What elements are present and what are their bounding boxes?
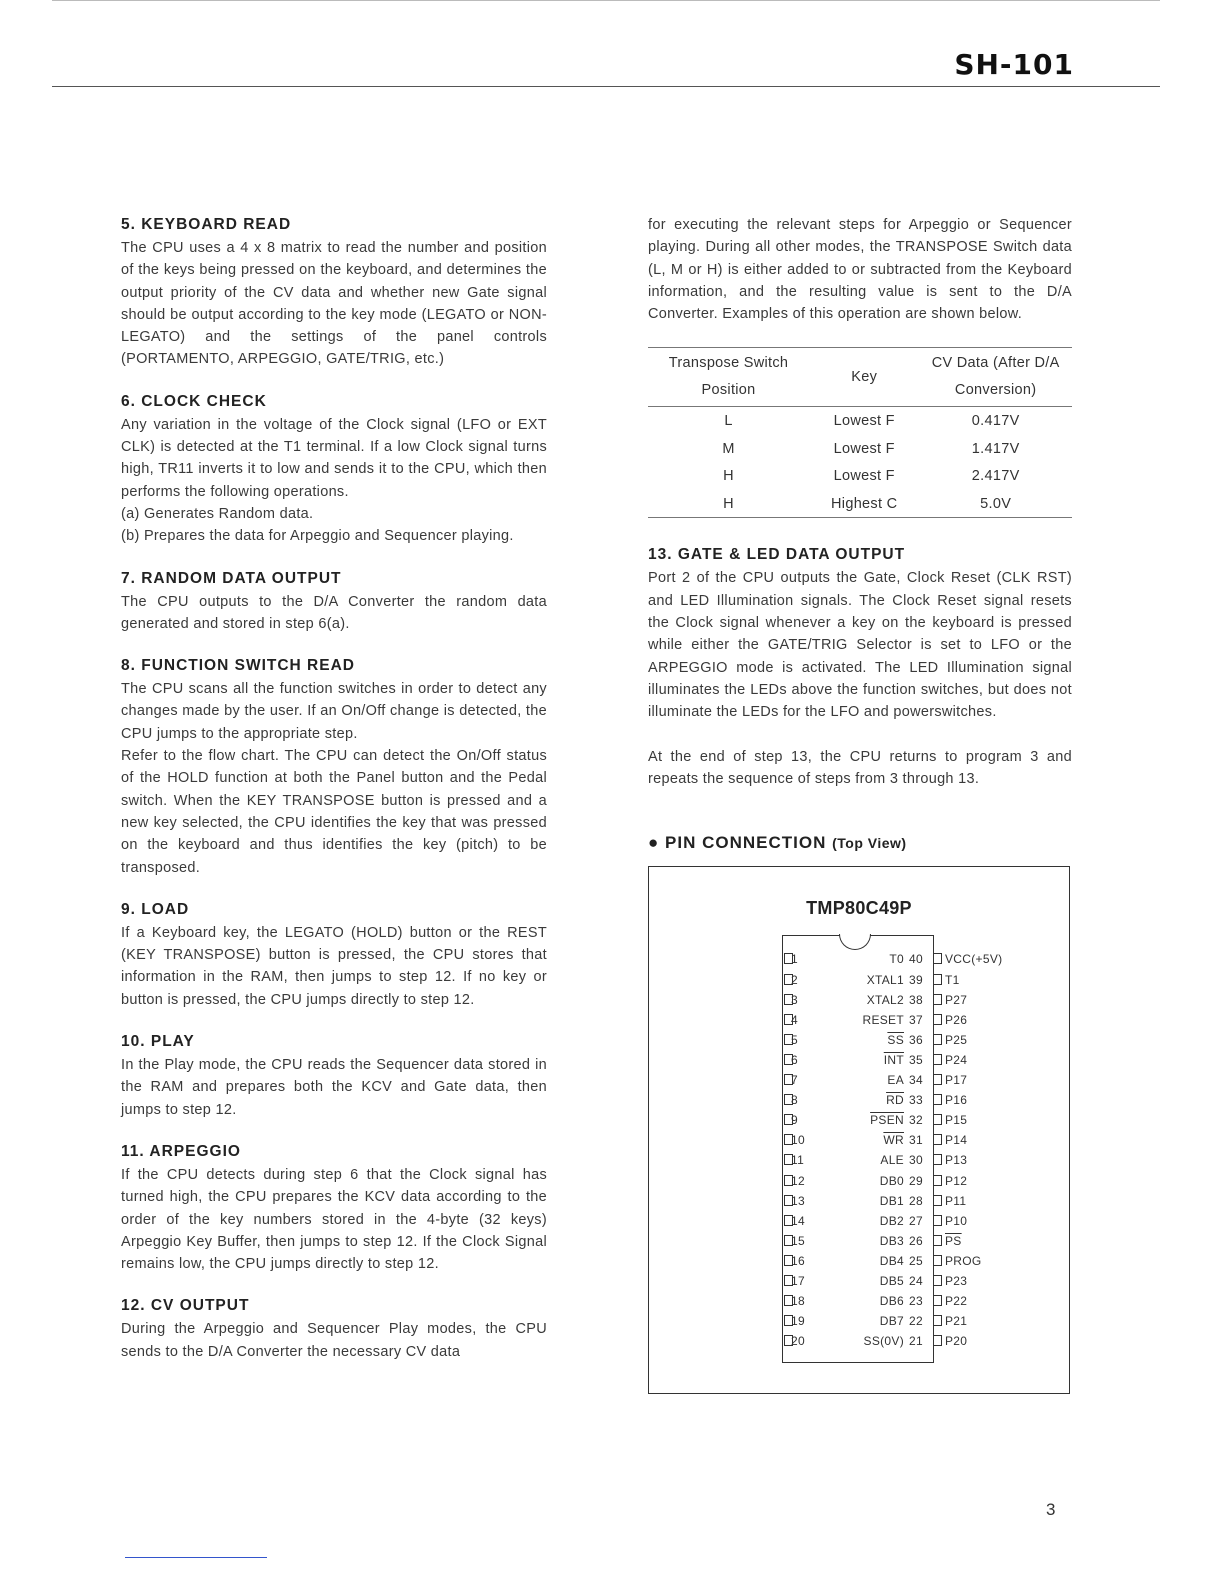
pin-number: 30 [909, 1153, 923, 1168]
pin-name: DB4 [879, 1253, 904, 1268]
pin-number: 4 [791, 1012, 798, 1027]
pin-number: 22 [909, 1314, 923, 1329]
pin-box [933, 1275, 942, 1286]
table-cell: H [723, 468, 734, 485]
pin-name: DB5 [879, 1274, 904, 1289]
pin-name: DB7 [879, 1314, 904, 1329]
pin-name: $\overline{SS}$ [887, 1032, 904, 1047]
chip-notch [839, 934, 871, 950]
section-heading: 7. RANDOM DATA OUTPUT [121, 569, 342, 587]
section-keyboard-read [121, 214, 547, 371]
table-cell: 2.417V [971, 468, 1020, 485]
pin-row-right [649, 1174, 1069, 1188]
pin-number: 6 [791, 1052, 798, 1067]
pin-name: P12 [945, 1173, 968, 1188]
pin-number: 26 [909, 1233, 923, 1248]
section-heading: 11. ARPEGGIO [121, 1142, 241, 1160]
pin-row-right [649, 1234, 1069, 1248]
table-cell: 5.0V [919, 490, 1072, 518]
pin-name: P10 [945, 1213, 968, 1228]
section-heading: 8. FUNCTION SWITCH READ [121, 657, 355, 675]
section-heading: 6. CLOCK CHECK [121, 392, 267, 410]
pin-box [933, 1295, 942, 1306]
section-random-data-output [121, 568, 547, 636]
pin-name: P20 [945, 1334, 968, 1349]
section-clock-check [121, 391, 547, 548]
pin-row-right [649, 1033, 1069, 1047]
table-cell: Lowest F [833, 468, 895, 485]
pin-box [933, 1034, 942, 1045]
pin-name: EA [887, 1073, 904, 1088]
pin-name: SS(0V) [863, 1334, 904, 1349]
list-item: (a) Generates Random data. [121, 505, 314, 522]
pin-name: XTAL1 [866, 972, 904, 987]
pin-number: 24 [909, 1274, 923, 1289]
pin-name: P23 [945, 1274, 968, 1289]
pin-number: 33 [909, 1093, 923, 1108]
section-body: The CPU uses a 4 x 8 matrix to read the number and position of the keys being pressed on the keyboard, and determines the output priority of the CV data and whether new Gate signal should be output according to the key mode (LEGATO or NON-LEGATO) and the settings of the panel controls (PORTAMENTO, ARPEGGIO, GATE/TRIG, etc.) [121, 240, 547, 368]
table-row [648, 462, 1072, 490]
pin-box [933, 1215, 942, 1226]
pin-number: 8 [791, 1093, 798, 1108]
pin-number: 18 [791, 1294, 805, 1309]
list-item: (b) Prepares the data for Arpeggio and Sequencer playing. [121, 528, 514, 545]
pin-box [933, 1014, 942, 1025]
pin-number: 9 [791, 1113, 798, 1128]
chip-name: TMP80C49P [806, 898, 912, 919]
pin-box [933, 974, 942, 985]
pin-row-right [649, 1093, 1069, 1107]
pin-number: 3 [791, 992, 798, 1007]
section-body: If the CPU detects during step 6 that the Clock signal has turned high, the CPU prepares the KCV data according to the order of the key numbers stored in the 4-byte (32 keys) Arpeggio Key Buffer, then jumps to step 12. If the Clock Signal remains low, the CPU jumps directly to step 12. [121, 1166, 547, 1273]
pin-number: 21 [909, 1334, 923, 1349]
view-label: (Top View) [832, 835, 907, 852]
pin-name: DB2 [879, 1213, 904, 1228]
pin-row-right [649, 1274, 1069, 1288]
section-body: During the Arpeggio and Sequencer Play modes, the CPU sends to the D/A Converter the necessary CV data [121, 1321, 547, 1360]
left-column [121, 214, 547, 1383]
pin-name: ALE [880, 1153, 904, 1168]
pin-row-right [649, 1073, 1069, 1087]
section-play [121, 1031, 547, 1121]
pin-row-right [649, 1294, 1069, 1308]
pin-name: T0 [889, 952, 904, 967]
section-arpeggio [121, 1141, 547, 1275]
pin-name: VCC(+5V) [945, 952, 1003, 967]
section-function-switch-read [121, 655, 547, 879]
pin-number: 1 [791, 952, 798, 967]
bullet-icon: ● [648, 833, 660, 853]
pin-box [933, 1054, 942, 1065]
pin-name: P11 [945, 1193, 967, 1208]
pin-box [933, 1114, 942, 1125]
pin-name: DB1 [879, 1193, 904, 1208]
pin-name: DB3 [879, 1233, 904, 1248]
pin-row-right [649, 1053, 1069, 1067]
pin-row-right [649, 1314, 1069, 1328]
pin-box [933, 1134, 942, 1145]
section-body: Any variation in the voltage of the Clock signal (LFO or EXT CLK) is detected at the T1 terminal. If a low Clock signal turns high, TR11 inverts it to low and sends it to the CPU, which then performs the following operations. [121, 416, 547, 500]
table-header: Key [809, 348, 919, 407]
pin-name: P17 [945, 1073, 968, 1088]
pin-box [933, 1175, 942, 1186]
pin-name: P15 [945, 1113, 968, 1128]
pin-number: 14 [791, 1213, 805, 1228]
pin-name: $\overline{RD}$ [886, 1093, 904, 1108]
section-gate-led-output [648, 544, 1072, 790]
section-heading: 5. KEYBOARD READ [121, 216, 292, 233]
pin-row-right [649, 1194, 1069, 1208]
pin-row-right [649, 1214, 1069, 1228]
table-cell: 1.417V [971, 440, 1020, 457]
section-end-note: At the end of step 13, the CPU returns to program 3 and repeats the sequence of steps from 3 through 13. [648, 748, 1072, 787]
pin-name: $\overline{WR}$ [883, 1133, 904, 1148]
pin-number: 35 [909, 1052, 923, 1067]
table-cell: Lowest F [833, 413, 895, 430]
pin-number: 19 [791, 1314, 805, 1329]
pin-name: P21 [945, 1314, 968, 1329]
page-number: 3 [1046, 1500, 1056, 1519]
pin-name: P24 [945, 1052, 968, 1067]
table-row [648, 435, 1072, 463]
pin-number: 36 [909, 1032, 923, 1047]
pin-box [933, 1335, 942, 1346]
pin-number: 29 [909, 1173, 923, 1188]
table-row [648, 490, 1072, 518]
section-cv-output [121, 1295, 547, 1363]
pin-name: XTAL2 [866, 992, 904, 1007]
table-cell: 0.417V [971, 413, 1020, 430]
transpose-table [648, 347, 1072, 518]
pin-name: DB0 [879, 1173, 904, 1188]
pin-box [933, 1195, 942, 1206]
section-body-2: Refer to the flow chart. The CPU can detect the On/Off status of the HOLD function at both the Panel button and the Pedal switch. When the KEY TRANSPOSE button is pressed and a new key selected, the CPU identifies the key that was pressed on the keyboard and thus identifies the key (pitch) to be transposed. [121, 748, 547, 876]
pin-number: 27 [909, 1213, 923, 1228]
pin-name: P26 [945, 1012, 968, 1027]
table-cell: Lowest F [833, 440, 895, 457]
section-body: Port 2 of the CPU outputs the Gate, Clock Reset (CLK RST) and LED Illumination signals. The Clock Reset signal resets the Clock signal whenever a key on the keyboard is pressed while either the GATE/TRIG Selector is set to LFO or the ARPEGGIO mode is activated. The LED Illumination signal illuminates the LEDs above the function switches, but does not illuminate the LEDs for the LFO and powerswitches. [648, 570, 1072, 721]
pin-number: 17 [791, 1274, 805, 1289]
pin-number: 10 [791, 1133, 805, 1148]
pin-number: 15 [791, 1233, 805, 1248]
pin-number: 34 [909, 1073, 923, 1088]
pin-name: PROG [945, 1253, 982, 1268]
table-header: CV Data (After D/A Conversion) [919, 348, 1072, 407]
pin-name: P14 [945, 1133, 968, 1148]
pin-box [933, 1094, 942, 1105]
pin-number: 31 [909, 1133, 923, 1148]
pin-number: 5 [791, 1032, 798, 1047]
pin-diagram [648, 866, 1070, 1394]
pin-row-right [649, 1013, 1069, 1027]
pin-name: P13 [945, 1153, 968, 1168]
section-body: The CPU scans all the function switches in order to detect any changes made by the user. If an On/Off change is detected, the CPU jumps to the appropriate step. [121, 681, 547, 742]
pin-row-right [649, 1153, 1069, 1167]
pin-name: P22 [945, 1294, 968, 1309]
pin-name: PSEN [870, 1113, 904, 1128]
continued-text: for executing the relevant steps for Arpeggio or Sequencer playing. During all other modes, the TRANSPOSE Switch data (L, M or H) is either added to or subtracted from the Keyboard information, and the resulting value is sent to the D/A Converter. Examples of this operation are shown below. [648, 217, 1072, 323]
pin-number: 25 [909, 1253, 923, 1268]
pin-number: 7 [791, 1073, 798, 1088]
pin-box [933, 1074, 942, 1085]
right-column [648, 214, 1072, 1394]
footer-line [125, 1557, 267, 1558]
table-row [648, 407, 1072, 435]
pin-name: $\overline{PS}$ [945, 1233, 962, 1248]
pin-name: RESET [862, 1012, 904, 1027]
header-rule [52, 86, 1160, 87]
pin-connection-heading [648, 832, 1072, 854]
pin-number: 32 [909, 1113, 923, 1128]
pin-number: 20 [791, 1334, 805, 1349]
pin-number: 37 [909, 1012, 923, 1027]
pin-row-right [649, 993, 1069, 1007]
model-title: SH-101 [954, 48, 1074, 81]
pin-number: 23 [909, 1294, 923, 1309]
pin-row-right [649, 1334, 1069, 1348]
pin-name: DB6 [879, 1294, 904, 1309]
table-cell: M [722, 440, 735, 457]
pin-box [933, 1235, 942, 1246]
pin-name: P25 [945, 1032, 968, 1047]
pin-connection-title: PIN CONNECTION [665, 833, 827, 853]
top-rule [52, 0, 1160, 1]
pin-box [933, 1255, 942, 1266]
pin-box [933, 953, 942, 964]
pin-row-right [649, 952, 1069, 966]
pin-name: $\overline{INT}$ [883, 1052, 904, 1067]
pin-number: 12 [791, 1173, 805, 1188]
pin-number: 2 [791, 972, 798, 987]
table-cell: L [724, 413, 733, 430]
pin-name: P16 [945, 1093, 968, 1108]
table-header: Transpose Switch Position [648, 348, 809, 407]
section-heading: 10. PLAY [121, 1033, 195, 1051]
pin-number: 11 [791, 1153, 805, 1168]
pin-name: T1 [945, 972, 960, 987]
pin-box [933, 1315, 942, 1326]
pin-row-right [649, 973, 1069, 987]
pin-number: 28 [909, 1193, 923, 1208]
section-heading: 12. CV OUTPUT [121, 1297, 250, 1315]
pin-number: 39 [909, 972, 923, 987]
pin-row-right [649, 1254, 1069, 1268]
table-cell: Highest C [809, 490, 919, 518]
section-heading: 13. GATE & LED DATA OUTPUT [648, 546, 906, 564]
section-body: If a Keyboard key, the LEGATO (HOLD) button or the REST (KEY TRANSPOSE) button is pressed, the CPU stores that information in the RAM, then jumps to step 12. If no key or button is pressed, the CPU jumps directly to step 12. [121, 924, 547, 1008]
pin-number: 38 [909, 992, 923, 1007]
pin-row-right [649, 1113, 1069, 1127]
section-heading: 9. LOAD [121, 900, 190, 918]
pin-number: 40 [909, 952, 923, 967]
pin-box [933, 994, 942, 1005]
section-body: The CPU outputs to the D/A Converter the random data generated and stored in step 6(a). [121, 593, 547, 632]
pin-row-right [649, 1133, 1069, 1147]
section-load [121, 899, 547, 1011]
pin-name: P27 [945, 992, 968, 1007]
pin-number: 13 [791, 1193, 805, 1208]
section-body: In the Play mode, the CPU reads the Sequencer data stored in the RAM and prepares both the KCV and Gate data, then jumps to step 12. [121, 1057, 547, 1118]
table-cell: H [648, 490, 809, 518]
pin-number: 16 [791, 1253, 805, 1268]
pin-box [933, 1154, 942, 1165]
